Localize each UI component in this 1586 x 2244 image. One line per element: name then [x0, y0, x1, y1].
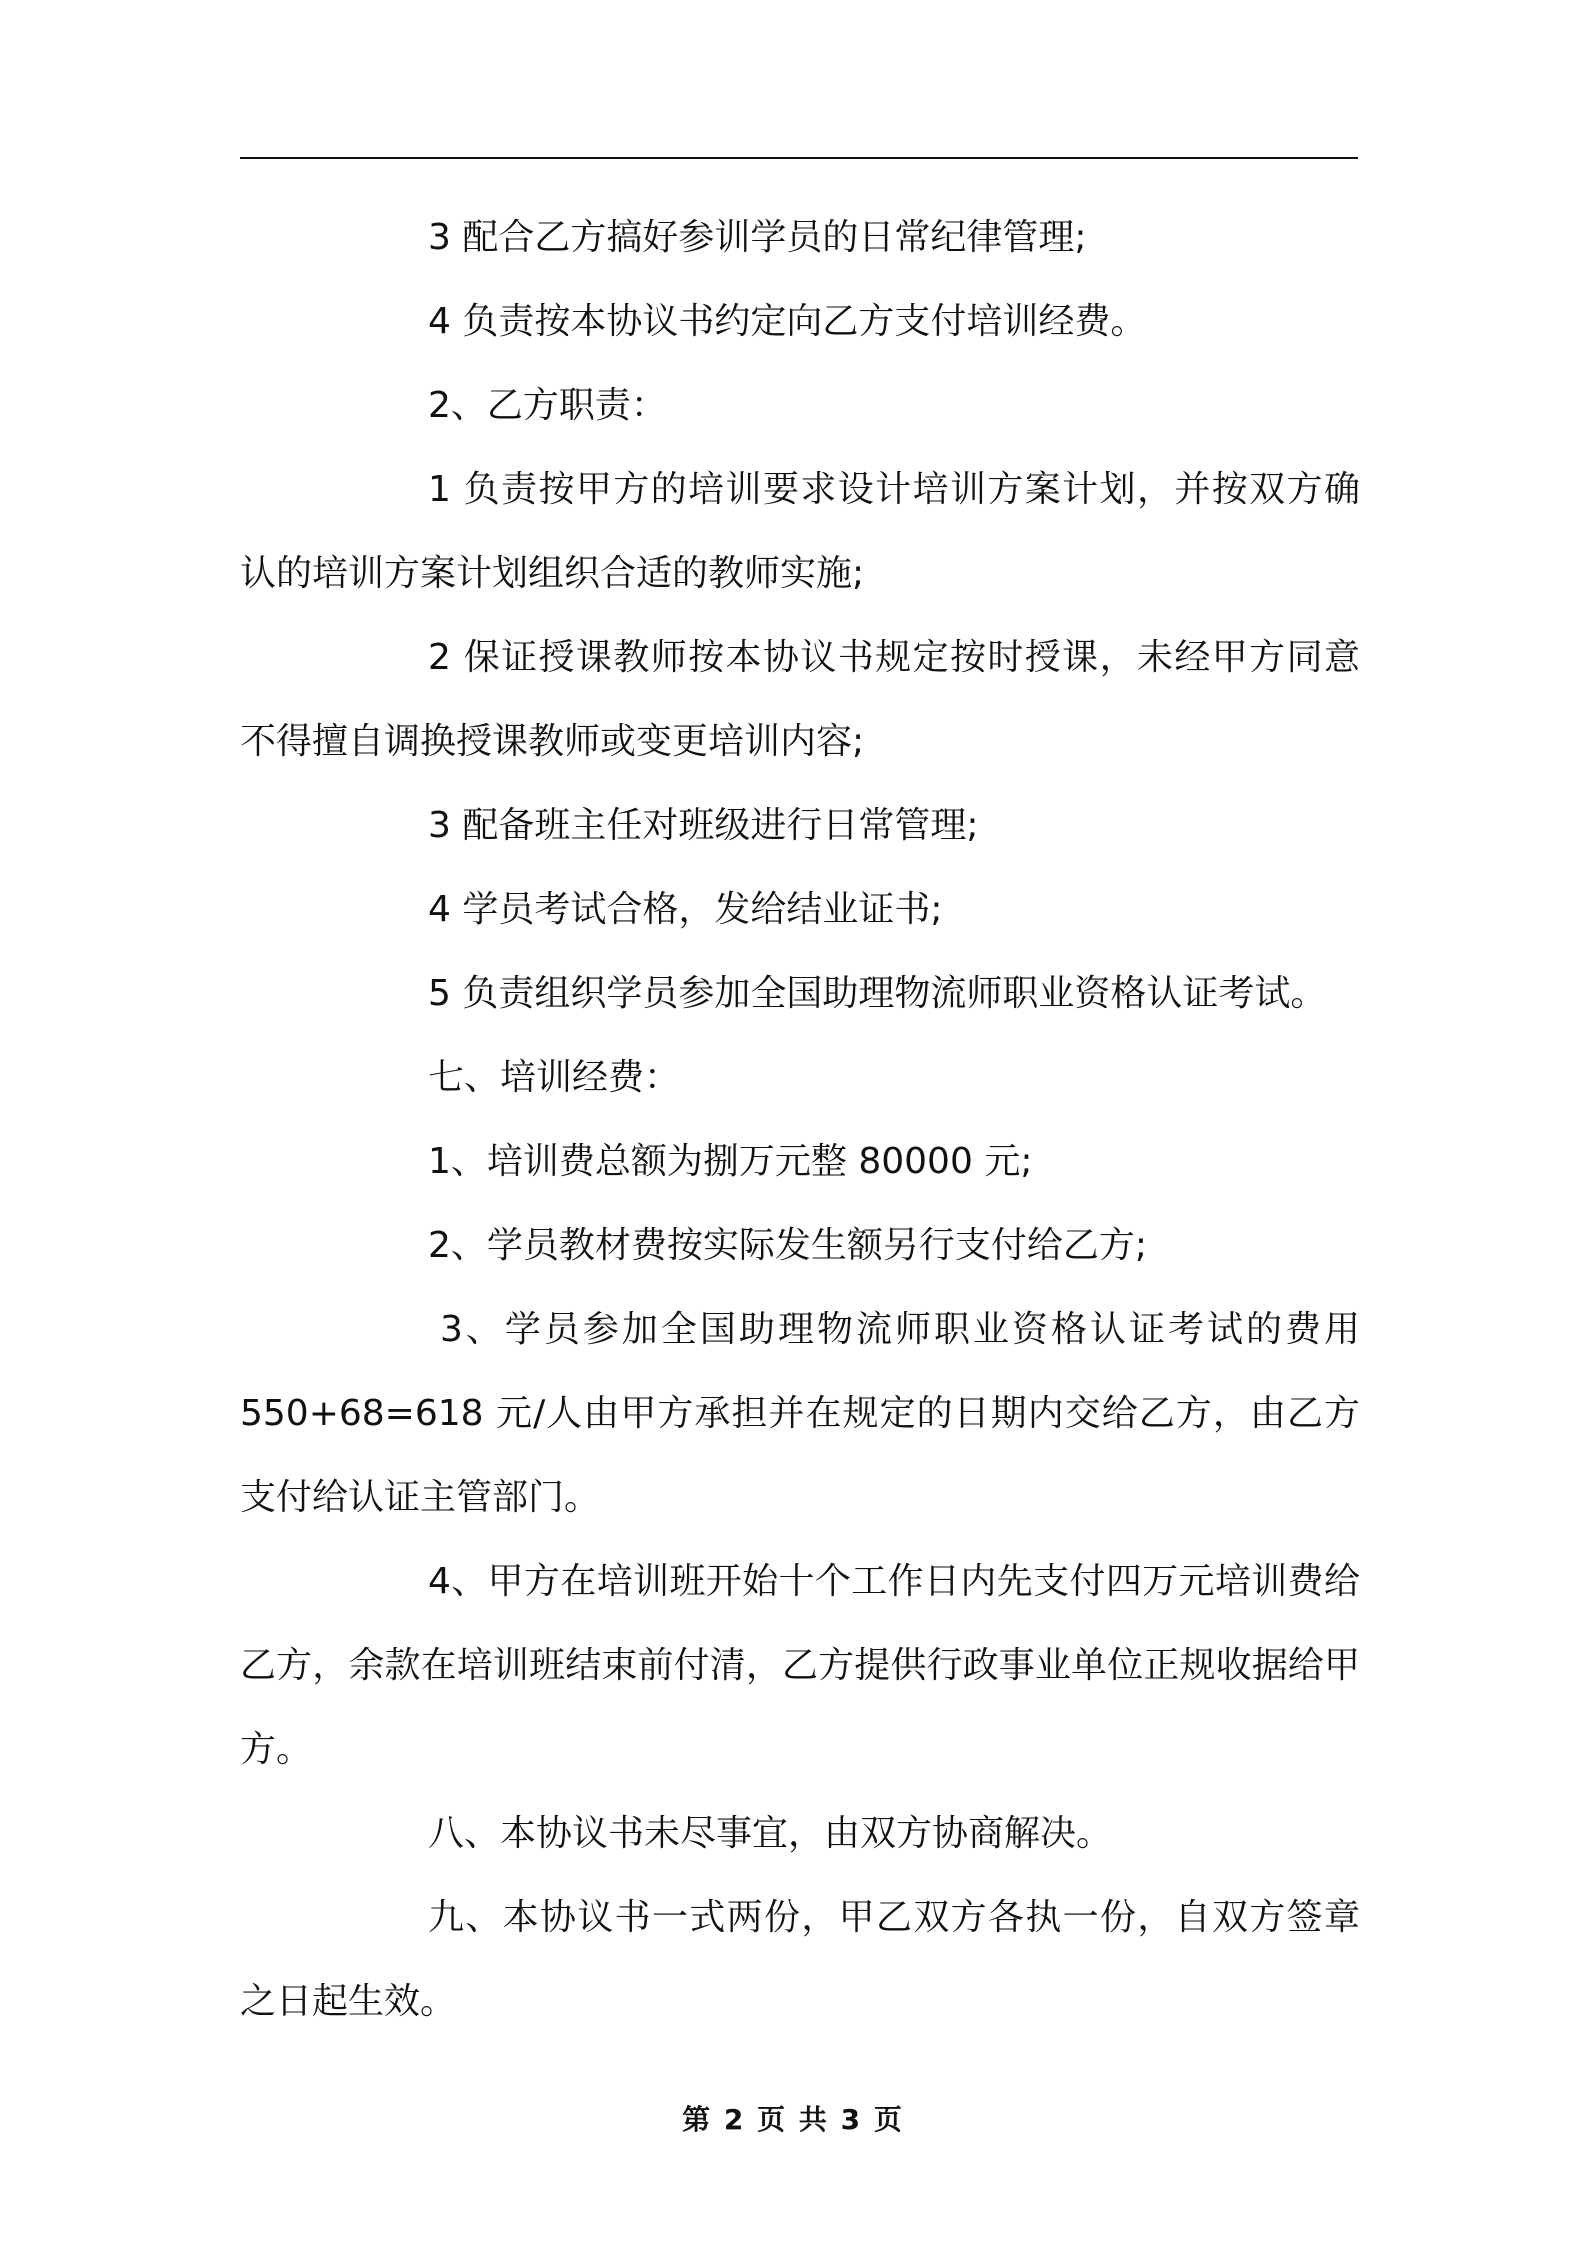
paragraph-12: 3、学员参加全国助理物流师职业资格认证考试的费用 550+68=618 元/人由甲方承担并在规定的日期内交给乙方，由乙方支付给认证主管部门。 — [240, 1309, 1360, 1518]
paragraph-5: 2 保证授课教师按本协议书规定按时授课，未经甲方同意不得擅自调换授课教师或变更培训内容; — [240, 637, 1360, 762]
document-body — [240, 196, 1360, 2044]
paragraph-1: 3 配合乙方搞好参训学员的日常纪律管理; — [428, 217, 1087, 258]
paragraph-8: 5 负责组织学员参加全国助理物流师职业资格认证考试。 — [428, 973, 1327, 1014]
paragraph-15: 九、本协议书一式两份，甲乙双方各执一份，自双方签章之日起生效。 — [240, 1897, 1360, 2022]
paragraph-6: 3 配备班主任对班级进行日常管理; — [428, 805, 979, 846]
paragraph-2: 4 负责按本协议书约定向乙方支付培训经费。 — [428, 301, 1147, 342]
paragraph-14: 八、本协议书未尽事宜，由双方协商解决。 — [428, 1813, 1113, 1854]
paragraph-7: 4 学员考试合格，发给结业证书; — [428, 889, 943, 930]
page-footer: 第 2 页 共 3 页 — [682, 2103, 904, 2136]
paragraph-9: 七、培训经费： — [428, 1057, 681, 1098]
paragraph-10: 1、培训费总额为捌万元整 80000 元; — [428, 1141, 1033, 1182]
paragraph-3: 2、乙方职责： — [428, 385, 667, 426]
paragraph-11: 2、学员教材费按实际发生额另行支付给乙方; — [428, 1225, 1148, 1266]
header-divider — [240, 157, 1358, 159]
paragraph-13: 4、甲方在培训班开始十个工作日内先支付四万元培训费给乙方，余款在培训班结束前付清，乙方提供行政事业单位正规收据给甲方。 — [240, 1561, 1360, 1770]
paragraph-4: 1 负责按甲方的培训要求设计培训方案计划，并按双方确认的培训方案计划组织合适的教师实施; — [240, 469, 1360, 594]
